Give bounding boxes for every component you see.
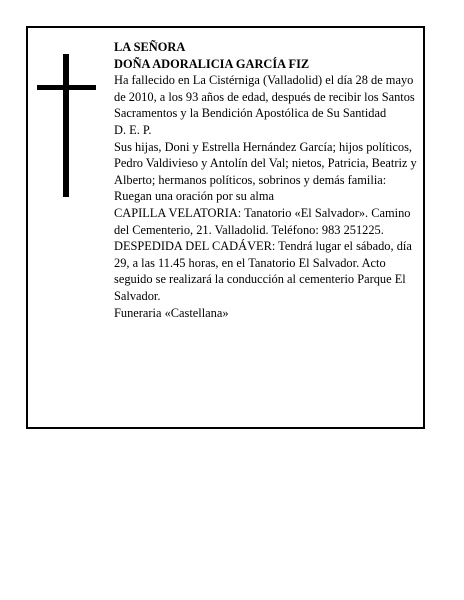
chapel-info: CAPILLA VELATORIA: Tanatorio «El Salvador». Camino del Cementerio, 21. Valladolid. Teléfono: 983 251225. [114, 205, 411, 237]
farewell-info: DESPEDIDA DEL CADÁVER: Tendrá lugar el sábado, día 29, a las 11.45 horas, en el Tanatorio El Salvador. Acto seguido se realizará la conducción al cementerio Parque El Salvador. [114, 239, 412, 303]
cross-horizontal-bar [37, 85, 96, 90]
prayer-request: Ruegan una oración por su alma [114, 189, 274, 204]
obituary-text [114, 39, 426, 321]
rip-text: D. E. P. [114, 122, 152, 137]
funeral-home: Funeraria «Castellana» [114, 305, 229, 320]
death-announcement: Ha fallecido en La Cistérniga (Valladolid) el día 28 de mayo de 2010, a los 93 años de edad, después de recibir los Santos Sacramentos y la Bendición Apostólica de Su Santidad [114, 73, 415, 121]
cross-vertical-bar [63, 54, 69, 197]
deceased-name: DOÑA ADORALICIA GARCÍA FIZ [114, 56, 310, 71]
notice-heading: LA SEÑORA [114, 40, 186, 54]
family-list: Sus hijas, Doni y Estrella Hernández García; hijos políticos, Pedro Valdivieso y Antolín del Val; nietos, Patricia, Beatriz y Alberto; hermanos políticos, sobrinos y demás familia: [114, 139, 417, 187]
cross-icon [37, 54, 96, 197]
